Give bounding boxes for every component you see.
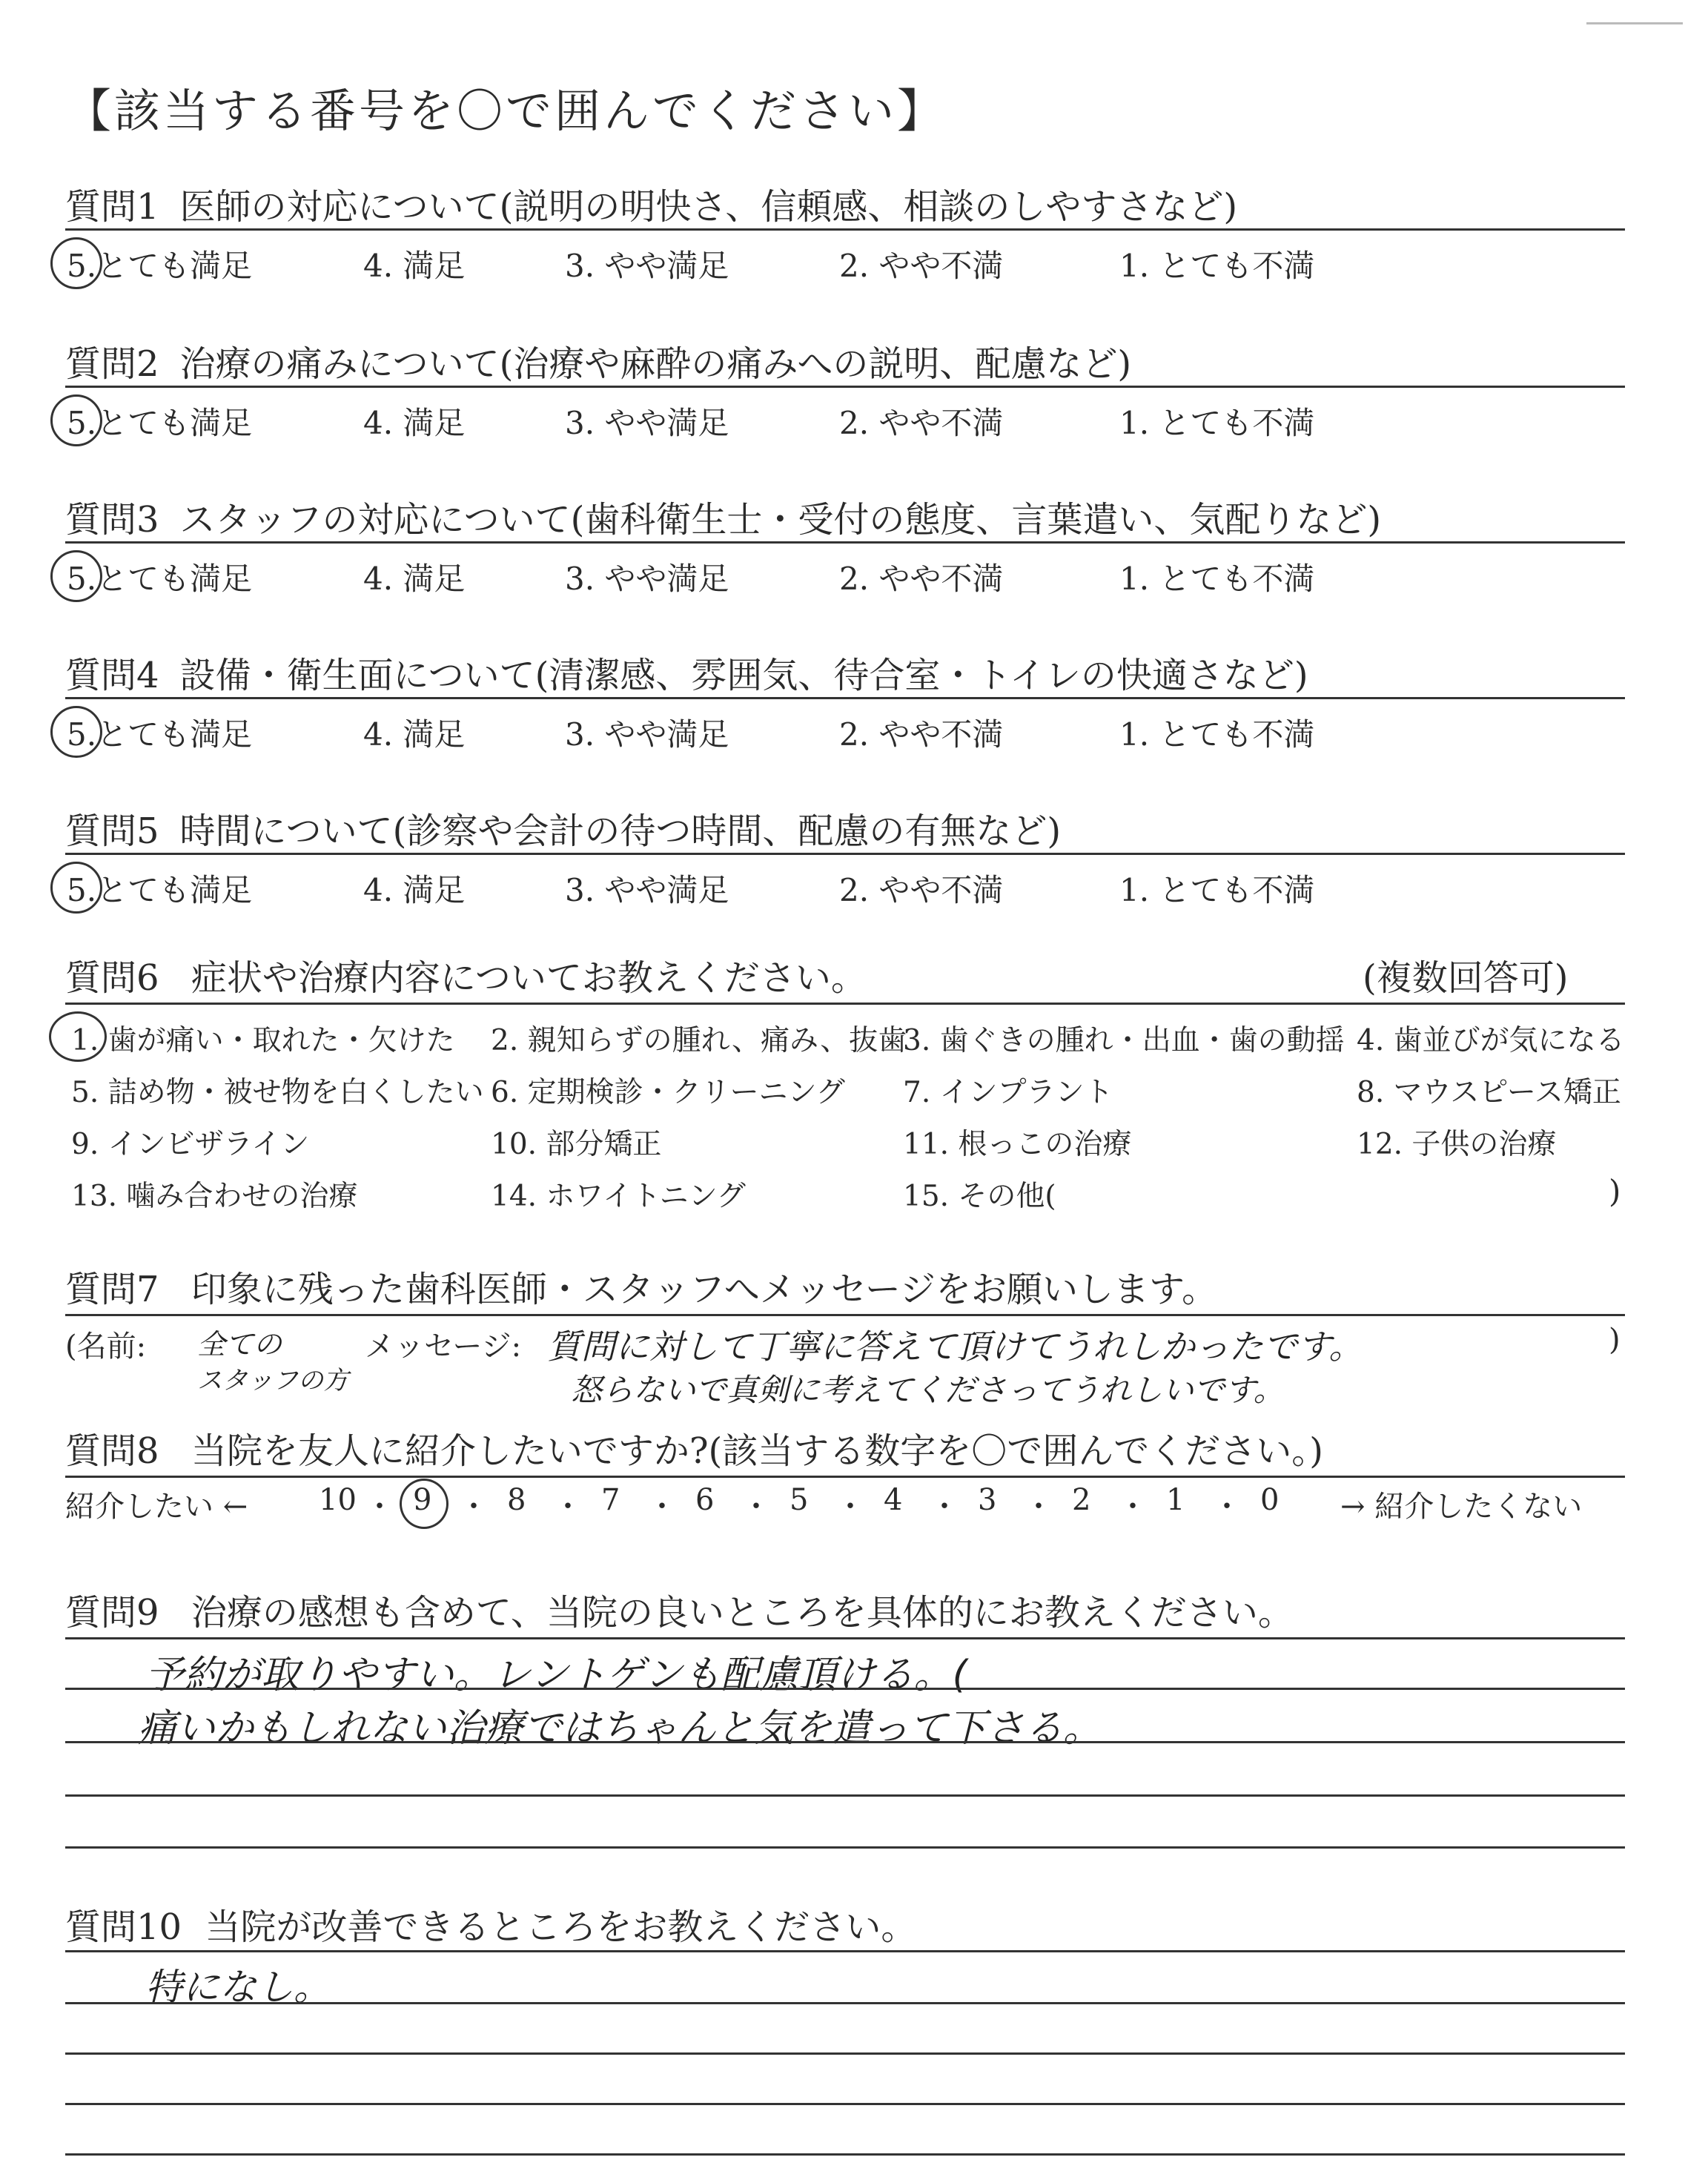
q8-separator: ・ [365, 1490, 394, 1524]
q8-scale-3[interactable]: 3 [978, 1483, 997, 1517]
q10-heading [65, 1898, 916, 1949]
question-1-option-1[interactable]: 1. とても不満 [1119, 248, 1315, 284]
question-1-text: 医師の対応について(説明の明快さ、信頼感、相談のしやすさなど) [179, 186, 1238, 228]
question-2-heading [65, 335, 1131, 386]
q9-rule-4 [65, 1794, 1625, 1797]
question-4-text: 設備・衛生面について(清潔感、雰囲気、待合室・トイレの快適さなど) [179, 655, 1308, 696]
q6-option-9[interactable]: 9. インビザライン [71, 1128, 310, 1161]
question-3-rule [65, 541, 1625, 544]
question-2-option-2[interactable]: 2. やや不満 [839, 405, 1004, 441]
question-5-option-4[interactable]: 4. 満足 [363, 872, 466, 908]
question-5-selected-circle [50, 862, 102, 914]
q10-rule-2 [65, 2002, 1625, 2004]
question-2-selected-circle [50, 394, 102, 446]
q8-separator: ・ [741, 1490, 771, 1524]
question-5-option-1[interactable]: 1. とても不満 [1119, 872, 1315, 908]
q8-right-label: → 紹介したくない [1340, 1490, 1583, 1524]
q9-rule-5 [65, 1846, 1625, 1849]
q10-rule-1 [65, 1950, 1625, 1952]
q6-option-10[interactable]: 10. 部分矯正 [491, 1128, 662, 1161]
q6-option-8[interactable]: 8. マウスピース矯正 [1357, 1076, 1621, 1109]
q6-option-1[interactable]: 1. 歯が痛い・取れた・欠けた [71, 1024, 455, 1057]
q9-label: 質問9 [65, 1592, 159, 1634]
q8-separator: ・ [930, 1490, 959, 1524]
q8-scale-5[interactable]: 5 [790, 1483, 809, 1517]
question-1-option-2[interactable]: 2. やや不満 [839, 248, 1004, 284]
q8-separator: ・ [1118, 1490, 1148, 1524]
q8-scale-0[interactable]: 0 [1260, 1483, 1280, 1517]
question-1-label: 質問1 [65, 186, 159, 228]
q6-selected-circle [49, 1011, 107, 1062]
question-4-option-5[interactable]: 5.とても満足 [67, 716, 253, 753]
q10-answer-line-1: 特になし。 [145, 1966, 331, 2009]
question-3-label: 質問3 [65, 499, 159, 541]
q7-name-label: (名前: [65, 1330, 147, 1364]
q6-option-5[interactable]: 5. 詰め物・被せ物を白くしたい [71, 1076, 484, 1109]
question-4-option-1[interactable]: 1. とても不満 [1119, 716, 1315, 753]
q10-label: 質問10 [65, 1906, 182, 1948]
question-5-option-2[interactable]: 2. やや不満 [839, 872, 1004, 908]
question-2-option-3[interactable]: 3. やや満足 [565, 405, 729, 441]
question-1-rule [65, 228, 1625, 231]
question-5-option-5[interactable]: 5.とても満足 [67, 872, 253, 908]
q9-answer-line-1: 予約が取りやすい。レントゲンも配慮頂ける。( [145, 1653, 967, 1697]
question-3-option-3[interactable]: 3. やや満足 [565, 561, 729, 597]
q6-option-11[interactable]: 11. 根っこの治療 [903, 1128, 1132, 1161]
q7-message-line-2: 怒らないで真剣に考えてくださってうれしいです。 [571, 1372, 1285, 1408]
q8-left-label: 紹介したい ← [65, 1490, 248, 1524]
q8-separator: ・ [647, 1490, 677, 1524]
question-3-option-4[interactable]: 4. 満足 [363, 561, 466, 597]
q8-rule [65, 1476, 1625, 1478]
question-3-text: スタッフの対応について(歯科衛生士・受付の態度、言葉遣い、気配りなど) [179, 499, 1382, 541]
question-4-option-3[interactable]: 3. やや満足 [565, 716, 729, 753]
q6-option-3[interactable]: 3. 歯ぐきの腫れ・出血・歯の動揺 [903, 1024, 1345, 1057]
scan-edge-line [1586, 22, 1683, 24]
q8-scale-1[interactable]: 1 [1166, 1483, 1185, 1517]
q9-answer-line-2: 痛いかもしれない治療ではちゃんと気を遣って下さる。 [138, 1706, 1102, 1751]
q6-option-6[interactable]: 6. 定期検診・クリーニング [491, 1076, 845, 1109]
question-3-option-1[interactable]: 1. とても不満 [1119, 561, 1315, 597]
q9-heading [65, 1584, 1294, 1635]
q8-selected-circle [400, 1479, 448, 1529]
q6-option-7[interactable]: 7. インプラント [903, 1076, 1113, 1109]
question-1-heading [65, 178, 1237, 229]
q6-option-4[interactable]: 4. 歯並びが気になる [1357, 1024, 1625, 1057]
q6-heading [65, 949, 867, 1000]
question-1-option-3[interactable]: 3. やや満足 [565, 248, 729, 284]
question-3-selected-circle [50, 550, 102, 602]
q6-note: (複数回答可) [1363, 957, 1569, 999]
q8-scale-8[interactable]: 8 [507, 1483, 526, 1517]
question-4-heading [65, 647, 1308, 698]
question-2-option-4[interactable]: 4. 満足 [363, 405, 466, 441]
q8-scale-4[interactable]: 4 [884, 1483, 903, 1517]
q8-separator: ・ [459, 1490, 489, 1524]
q7-message-line-1: 質問に対して丁寧に答えて頂けてうれしかったです。 [547, 1327, 1363, 1367]
question-2-option-1[interactable]: 1. とても不満 [1119, 405, 1315, 441]
q7-heading [65, 1261, 1217, 1312]
question-4-option-4[interactable]: 4. 満足 [363, 716, 466, 753]
question-1-option-4[interactable]: 4. 満足 [363, 248, 466, 284]
q7-text: 印象に残った歯科医師・スタッフへメッセージをお願いします。 [191, 1269, 1218, 1310]
q7-label: 質問7 [65, 1269, 159, 1310]
question-5-label: 質問5 [65, 810, 159, 852]
q9-rule-3 [65, 1741, 1625, 1743]
question-5-option-3[interactable]: 3. やや満足 [565, 872, 729, 908]
q7-close-paren: ) [1609, 1323, 1621, 1357]
q8-separator: ・ [553, 1490, 583, 1524]
q8-scale-6[interactable]: 6 [695, 1483, 715, 1517]
q6-option-2[interactable]: 2. 親知らずの腫れ、痛み、抜歯 [491, 1024, 907, 1057]
q6-rule [65, 1003, 1625, 1005]
q7-rule [65, 1314, 1625, 1316]
q8-separator: ・ [1024, 1490, 1053, 1524]
question-3-option-2[interactable]: 2. やや不満 [839, 561, 1004, 597]
q8-scale-9[interactable]: 9 [413, 1483, 432, 1517]
q8-heading [65, 1422, 1323, 1473]
question-1-selected-circle [50, 237, 102, 289]
question-2-rule [65, 386, 1625, 388]
q10-text: 当院が改善できるところをお教えください。 [205, 1906, 917, 1948]
question-3-option-5[interactable]: 5.とても満足 [67, 561, 253, 597]
q8-scale-7[interactable]: 7 [601, 1483, 620, 1517]
q8-separator: ・ [1212, 1490, 1242, 1524]
q6-option-12[interactable]: 12. 子供の治療 [1357, 1128, 1557, 1161]
q8-separator: ・ [835, 1490, 865, 1524]
q6-text: 症状や治療内容についてお教えください。 [191, 957, 867, 999]
question-4-label: 質問4 [65, 655, 159, 696]
q7-name-value-1: 全ての [197, 1328, 282, 1361]
question-2-text: 治療の痛みについて(治療や麻酔の痛みへの説明、配慮など) [179, 343, 1132, 385]
question-5-text: 時間について(診察や会計の待つ時間、配慮の有無など) [179, 810, 1062, 852]
question-4-selected-circle [50, 706, 102, 758]
q10-rule-3 [65, 2052, 1625, 2055]
q7-message-label: メッセージ: [365, 1330, 522, 1364]
question-2-label: 質問2 [65, 343, 159, 385]
q8-label: 質問8 [65, 1430, 159, 1472]
q7-name-value-2: スタッフの方 [197, 1366, 348, 1396]
q8-scale-10[interactable]: 10 [319, 1483, 357, 1517]
question-5-rule [65, 853, 1625, 855]
q10-rule-4 [65, 2103, 1625, 2105]
q6-option-13[interactable]: 13. 噛み合わせの治療 [71, 1180, 358, 1213]
q9-rule-2 [65, 1688, 1625, 1690]
question-2-option-5[interactable]: 5.とても満足 [67, 405, 253, 441]
q6-other-close-paren: ) [1609, 1173, 1621, 1209]
q6-option-15[interactable]: 15. その他( [903, 1180, 1056, 1213]
q8-text: 当院を友人に紹介したいですか?(該当する数字を〇で囲んでください。) [191, 1430, 1324, 1472]
q10-rule-5 [65, 2153, 1625, 2156]
q6-option-14[interactable]: 14. ホワイトニング [491, 1180, 746, 1213]
q6-label: 質問6 [65, 957, 159, 999]
question-5-heading [65, 802, 1061, 853]
q9-rule-1 [65, 1637, 1625, 1639]
question-1-option-5[interactable]: 5.とても満足 [67, 248, 253, 284]
q8-scale-2[interactable]: 2 [1072, 1483, 1091, 1517]
question-4-rule [65, 697, 1625, 699]
question-3-heading [65, 491, 1381, 542]
page-title: 【該当する番号を〇で囲んでください】 [65, 84, 947, 138]
question-4-option-2[interactable]: 2. やや不満 [839, 716, 1004, 753]
q9-text: 治療の感想も含めて、当院の良いところを具体的にお教えください。 [191, 1592, 1294, 1634]
